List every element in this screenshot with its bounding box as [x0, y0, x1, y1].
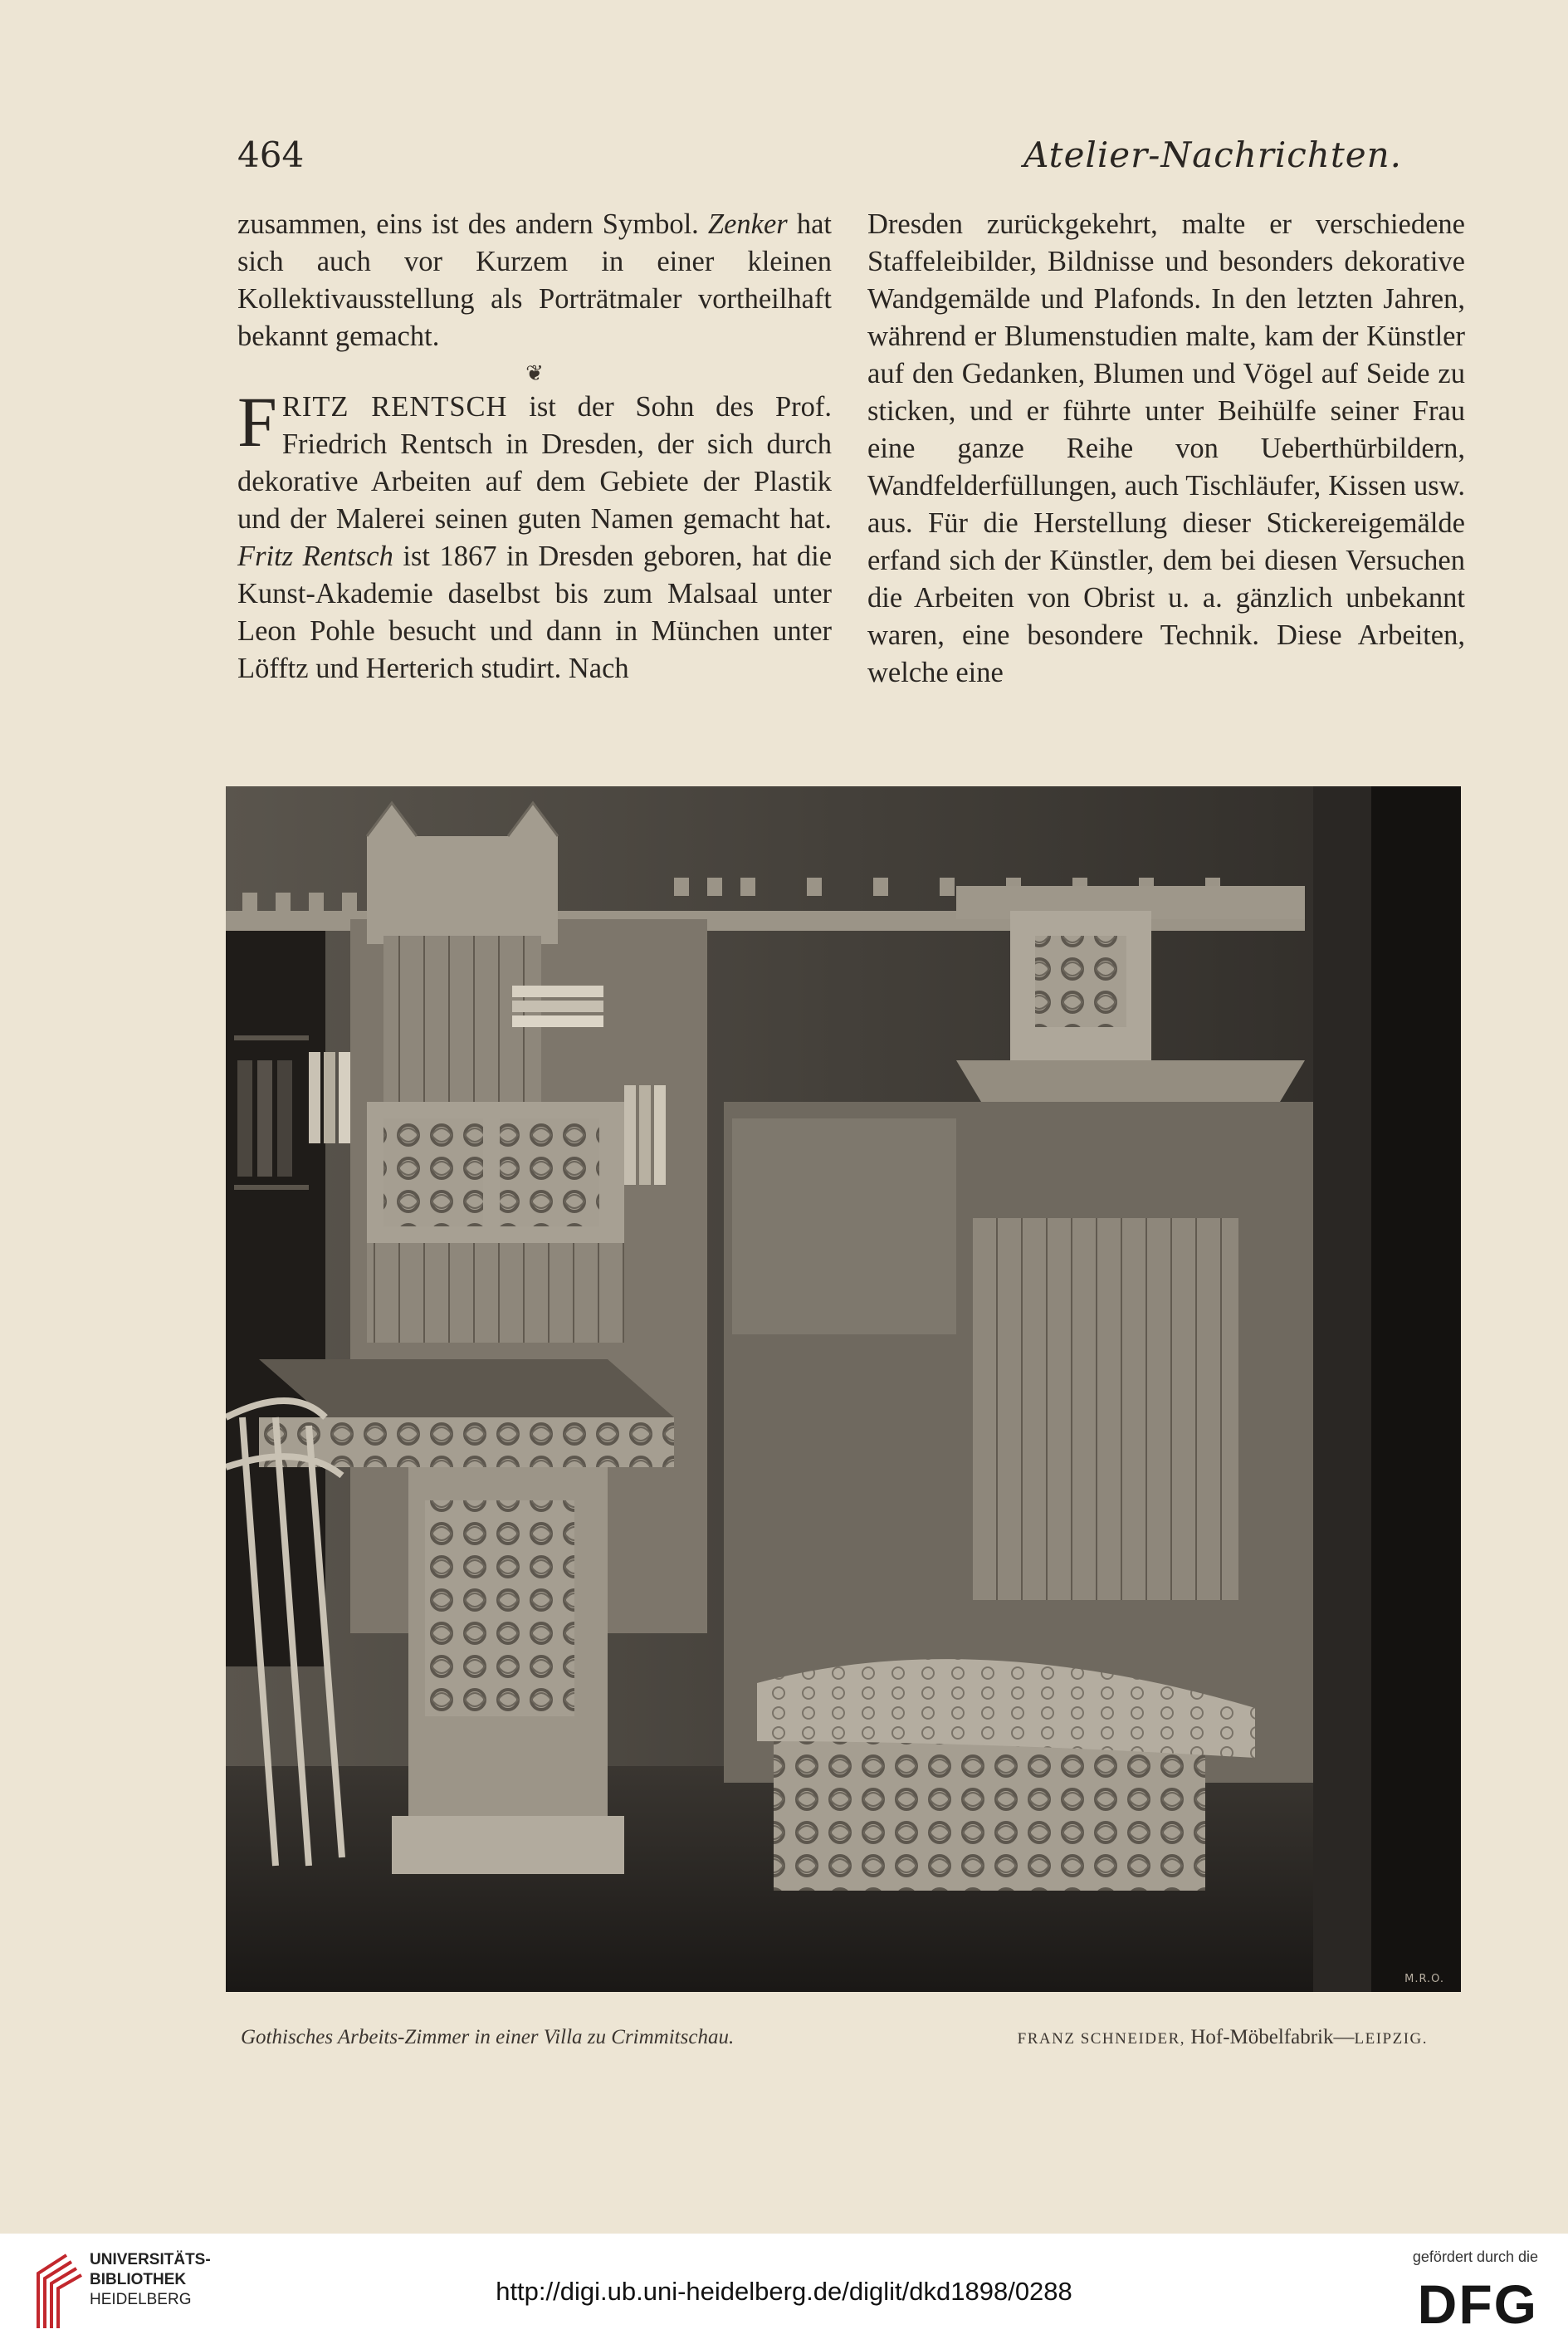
page-number: 464 [237, 135, 305, 175]
running-title: Atelier-Nachrichten. [1023, 135, 1402, 175]
left-column [237, 206, 832, 688]
drop-cap: F [237, 382, 277, 462]
caption-credit: FRANZ SCHNEIDER, Hof-Möbelfabrik—LEIPZIG. [1017, 2026, 1428, 2048]
dfg-logo: DFG [1417, 2273, 1538, 2335]
engraver-mark: M.R.O. [1404, 1973, 1444, 1985]
name-fritz-rentsch: Fritz Rentsch [237, 541, 393, 572]
paragraph-continued: Dresden zurückgekehrt, malte er verschiedene Staffeleibilder, Bildnisse und besonders dekorative Wandgemälde und Plafonds. In den letzten Jahren, während er Blumenstudien malte, kam der Künstler auf den Gedanken, Blumen und Vögel auf Seide zu sticken, und er führte unter Beihülfe seiner Frau eine ganze Reihe von Ueberthürbildern, Wandfelderfüllungen, auch Tischläufer, Kissen usw. aus. Für die Herstellung dieser Stickereigemälde erfand sich der Künstler, dem bei diesen Versuchen die Arbeiten von Obrist u. a. gänzlich unbekannt waren, eine besondere Technik. Diese Arbeiten, welche eine [867, 208, 1465, 688]
paragraph-rentsch: F RITZ RENTSCH ist der Sohn des Prof. Friedrich Rentsch in Dresden, der sich durch dekorative Arbeiten auf dem Gebiete der Plastik und der Malerei seinen guten Namen gemacht hat. Fritz Rentsch ist 1867 in Dresden geboren, hat die Kunst-Akademie daselbst bis zum Malsaal unter Leon Pohle besucht und dann in München unter Löfftz und Herterich studirt. Nach [237, 382, 833, 684]
library-name: UNIVERSITÄTS- BIBLIOTHEK HEIDELBERG [90, 2251, 211, 2308]
paragraph-zenker: zusammen, eins ist des andern Symbol. Zenker hat sich auch vor Kurzem in einer kleinen Kollektivausstellung als Porträtmaler vortheilhaft bekannt gemacht. [237, 208, 832, 352]
name-rentsch-caps: RITZ RENTSCH [281, 391, 508, 423]
ornament-icon: ❦ [525, 361, 544, 385]
interior-photograph [226, 786, 1461, 1992]
study-room-image [226, 786, 1461, 1992]
name-zenker: Zenker [707, 208, 788, 240]
caption-title: Gothisches Arbeits-Zimmer in einer Villa zu Crimmitschau. [241, 2026, 735, 2048]
figure-caption [241, 2026, 1461, 2059]
digitization-footer [0, 2234, 1568, 2344]
right-column [867, 206, 1465, 692]
page-header [237, 135, 1402, 184]
source-url[interactable]: http://digi.ub.uni-heidelberg.de/diglit/dkd1898/0288 [496, 2277, 1072, 2306]
funded-by-label: gefördert durch die [1412, 2249, 1538, 2265]
